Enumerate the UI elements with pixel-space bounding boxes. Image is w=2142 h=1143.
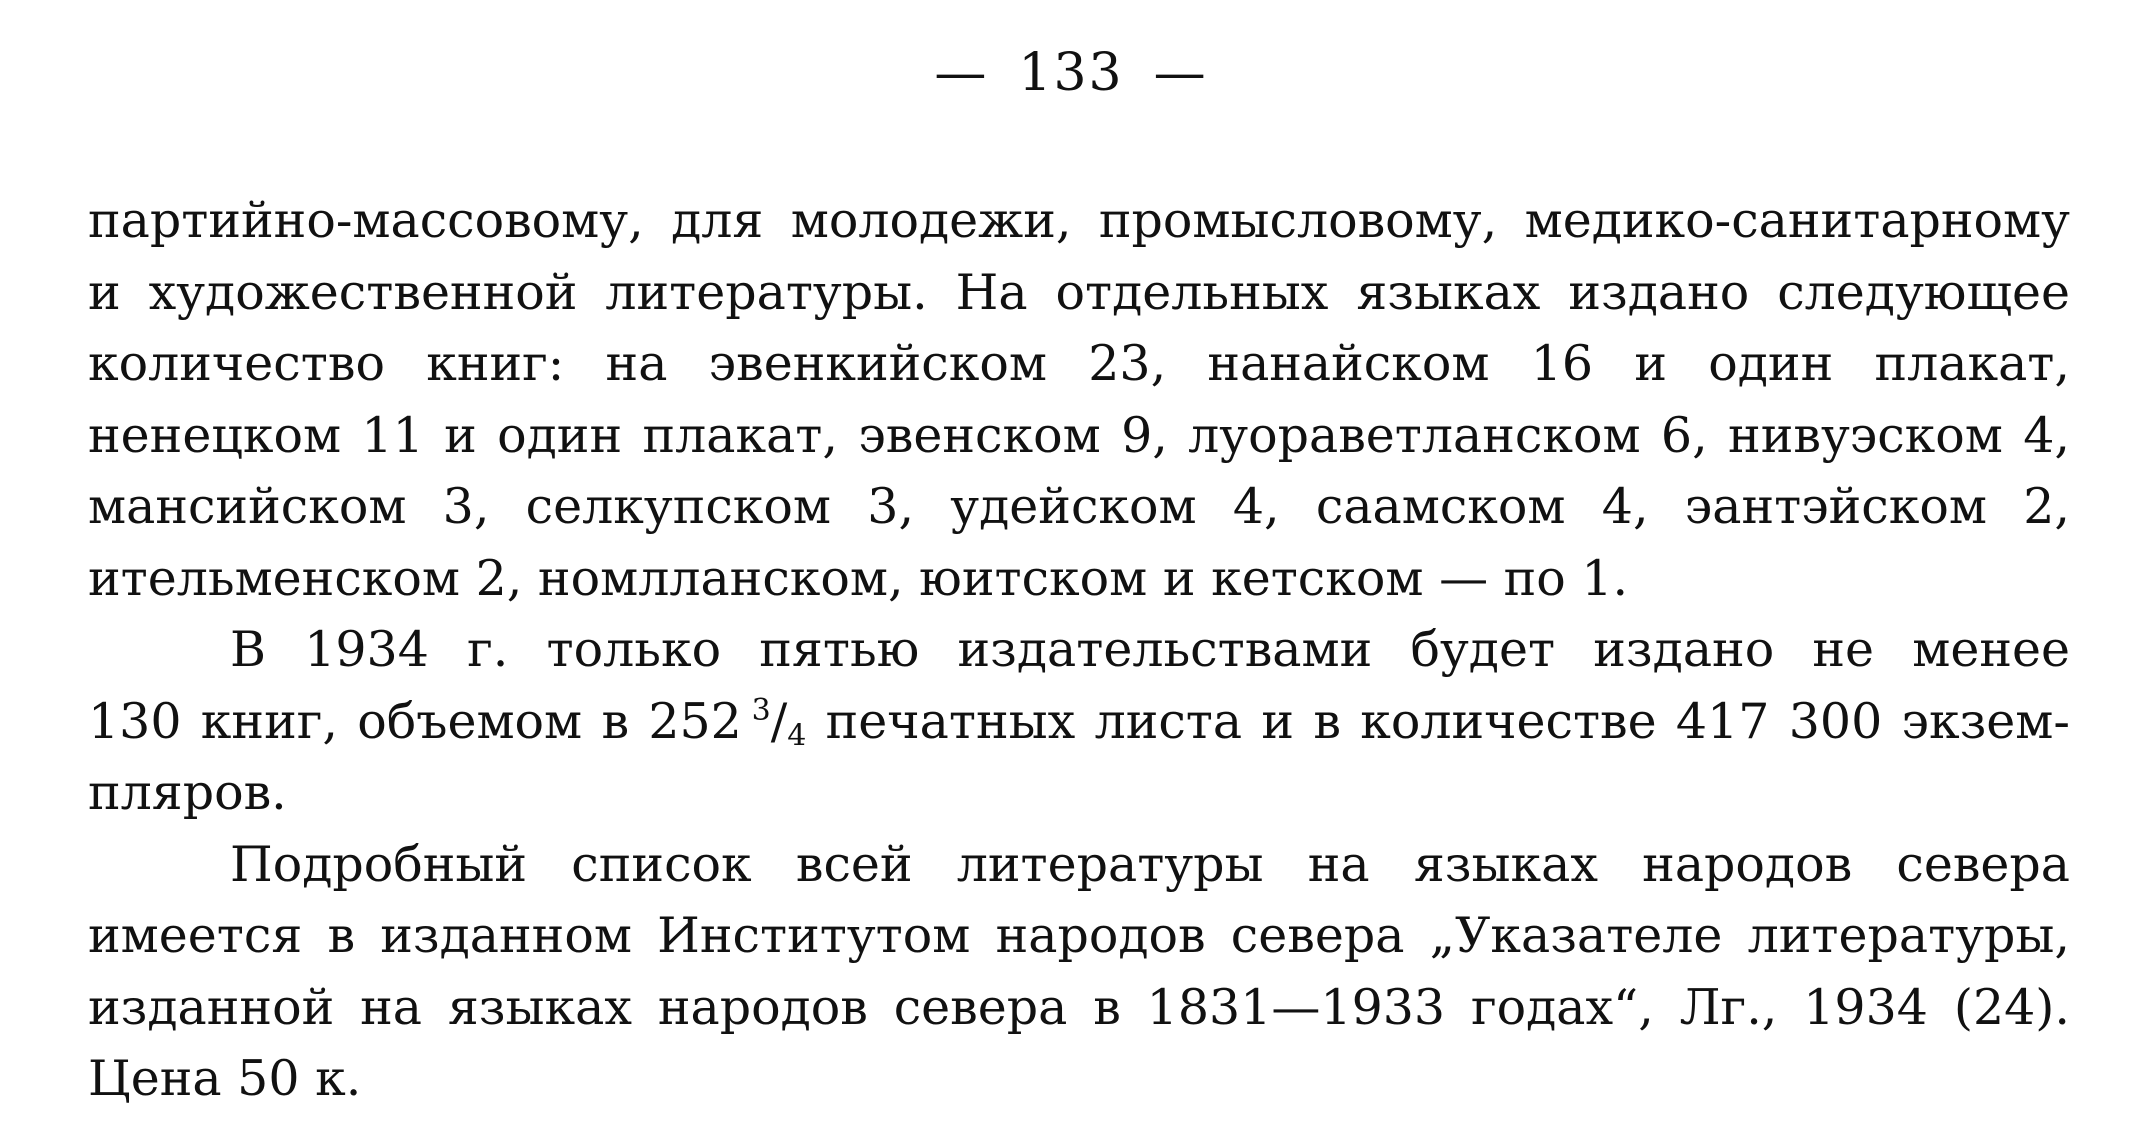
paragraph-2-line-with-fraction	[88, 686, 2070, 758]
paragraph-2-line: пляров.	[88, 764, 287, 821]
page-number-dash-right: —	[1153, 43, 1208, 103]
paragraph-3-line: изданной на языках народов севера в 1831—1933 годах“, Лг., 1934 (24).	[88, 978, 2070, 1036]
paragraph-1-line: ненецком 11 и один плакат, эвенском 9, луораветланском 6, нивуэском 4,	[88, 406, 2070, 464]
paragraph-1-line: партийно-массовому, для молодежи, промысловому, медико-санитарному	[88, 192, 2070, 249]
paragraph-1-line: мансийском 3, селкупском 3, удейском 4, саамском 4, эантэйском 2,	[88, 478, 2070, 535]
page-body	[88, 185, 2070, 1115]
paragraph-1-line: и художественной литературы. На отдельных языках издано следующее	[88, 263, 2070, 321]
paragraph-2	[88, 614, 2070, 829]
fraction-numerator: 3	[751, 692, 771, 728]
page-number-header	[0, 38, 2142, 108]
paragraph-2-line: В 1934 г. только пятью издательствами будет издано не менее	[230, 621, 2070, 678]
paragraph-2-line-2-start: 130 книг, объемом в 252	[88, 692, 742, 750]
fraction-slash: /	[770, 692, 788, 750]
page-number-dash-left: —	[934, 43, 989, 103]
paragraph-1-line: количество книг: на эвенкийском 23, нанайском 16 и один плакат,	[88, 335, 2070, 392]
paragraph-3-line: Цена 50 к.	[88, 1050, 362, 1107]
page-number: 133	[1018, 43, 1124, 103]
paragraph-3-line: имеется в изданном Институтом народов севера „Указателе литературы,	[88, 907, 2070, 964]
fraction-denominator: 4	[787, 718, 807, 753]
paragraph-1-line: ительменском 2, номлланском, юитском и кетском — по 1.	[88, 549, 1629, 607]
paragraph-3	[88, 829, 2070, 1115]
paragraph-3-line: Подробный список всей литературы на языках народов севера	[230, 835, 2070, 893]
paragraph-2-line-2-end: печатных листа и в количестве 417 300 экзем-	[806, 692, 2070, 750]
paragraph-1	[88, 185, 2070, 614]
